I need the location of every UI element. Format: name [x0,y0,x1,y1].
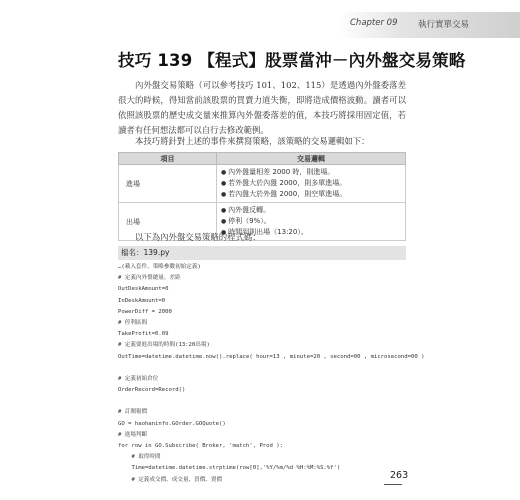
page-title: 技巧 139 【程式】股票當沖－內外盤交易策略 [118,51,466,70]
table-cell-item: 進場 [119,165,217,203]
list-item: ● 若外盤大於內盤 2000，則多單進場。 [221,178,401,189]
code-block [118,262,425,486]
code-line: # 取得時間 [118,454,161,461]
code-line: # 停利區間 [118,319,148,326]
code-line: OutTime=datetime.datetime.now().replace( hour=13 , minute=20 , second=00 , microsecond=00 ) [118,353,425,360]
intro-paragraph: 內外盤交易策略（可以參考技巧 101、102、115）是透過內外盤委落差很大的時候，得知當前該股票的買賣力道失衡，即將造成價格波動。讀者可以依照該股票的歷史成交量來推算內外盤委落差的值，本技巧將採用固定值，若讀者有任何想法都可以自行去修改範例。 [118,80,406,135]
code-line: # 進場判斷 [118,431,148,438]
code-line: GO = haohaninfo.GOrder.GOQuote() [118,420,226,427]
table-row [119,165,406,203]
chapter-label: Chapter 09 [350,18,398,28]
trading-logic-table [118,152,406,241]
code-line [118,363,406,374]
code-line: Time=datetime.datetime.strptime(row[0],'%Y/%m/%d %H:%M:%S.%f') [118,465,341,472]
list-item: ● 停利（9%）。 [221,216,401,227]
code-line: # 定義內外盤總量、差距 [118,275,181,282]
code-line: …(載入套件、策略參數初始定義) [118,264,201,270]
code-line: PowerDiff = 2000 [118,308,172,315]
page-number: 263 [390,470,409,481]
page-number-rule [384,484,402,485]
table-cell-item: 出場 [119,203,217,241]
code-line: # 定義初始倉位 [118,375,159,382]
code-line: InDeskAmount=0 [118,297,166,304]
list-item: ● 時間到則出場（13:20）。 [221,227,401,238]
table-header-logic: 交易邏輯 [217,153,406,165]
table-cell-logic [217,165,406,203]
code-intro-paragraph: 以下為內外盤交易策略的程式碼： [135,232,261,242]
code-line: TakeProfit=0.09 [118,331,169,338]
chapter-title: 執行實單交易 [418,20,470,30]
file-name-label: 檔名：139.py [118,246,406,260]
list-item: ● 內外盤反轉。 [221,205,401,216]
code-line [118,396,406,407]
table-header-item: 項目 [119,153,217,165]
code-line: OrderRecord=Record() [118,387,186,394]
code-line: # 定義成交價、成交量、買價、賣價 [118,476,223,483]
list-item: ● 內外盤量相差 2000 時，則進場。 [221,167,401,178]
table-header-row [119,153,406,165]
code-line: OutDeskAmount=0 [118,286,169,293]
code-line: # 定義要進出場的時間(13:20出場) [118,342,210,349]
code-line: for row in GO.Subscribe( Broker, 'match', Prod ): [118,443,284,449]
logic-intro-paragraph: 本技巧將針對上述的事件來撰寫策略，該策略的交易邏輯如下： [135,136,370,146]
code-line: # 訂閱報價 [118,409,148,416]
list-item: ● 若內盤大於外盤 2000，則空單進場。 [221,189,401,200]
